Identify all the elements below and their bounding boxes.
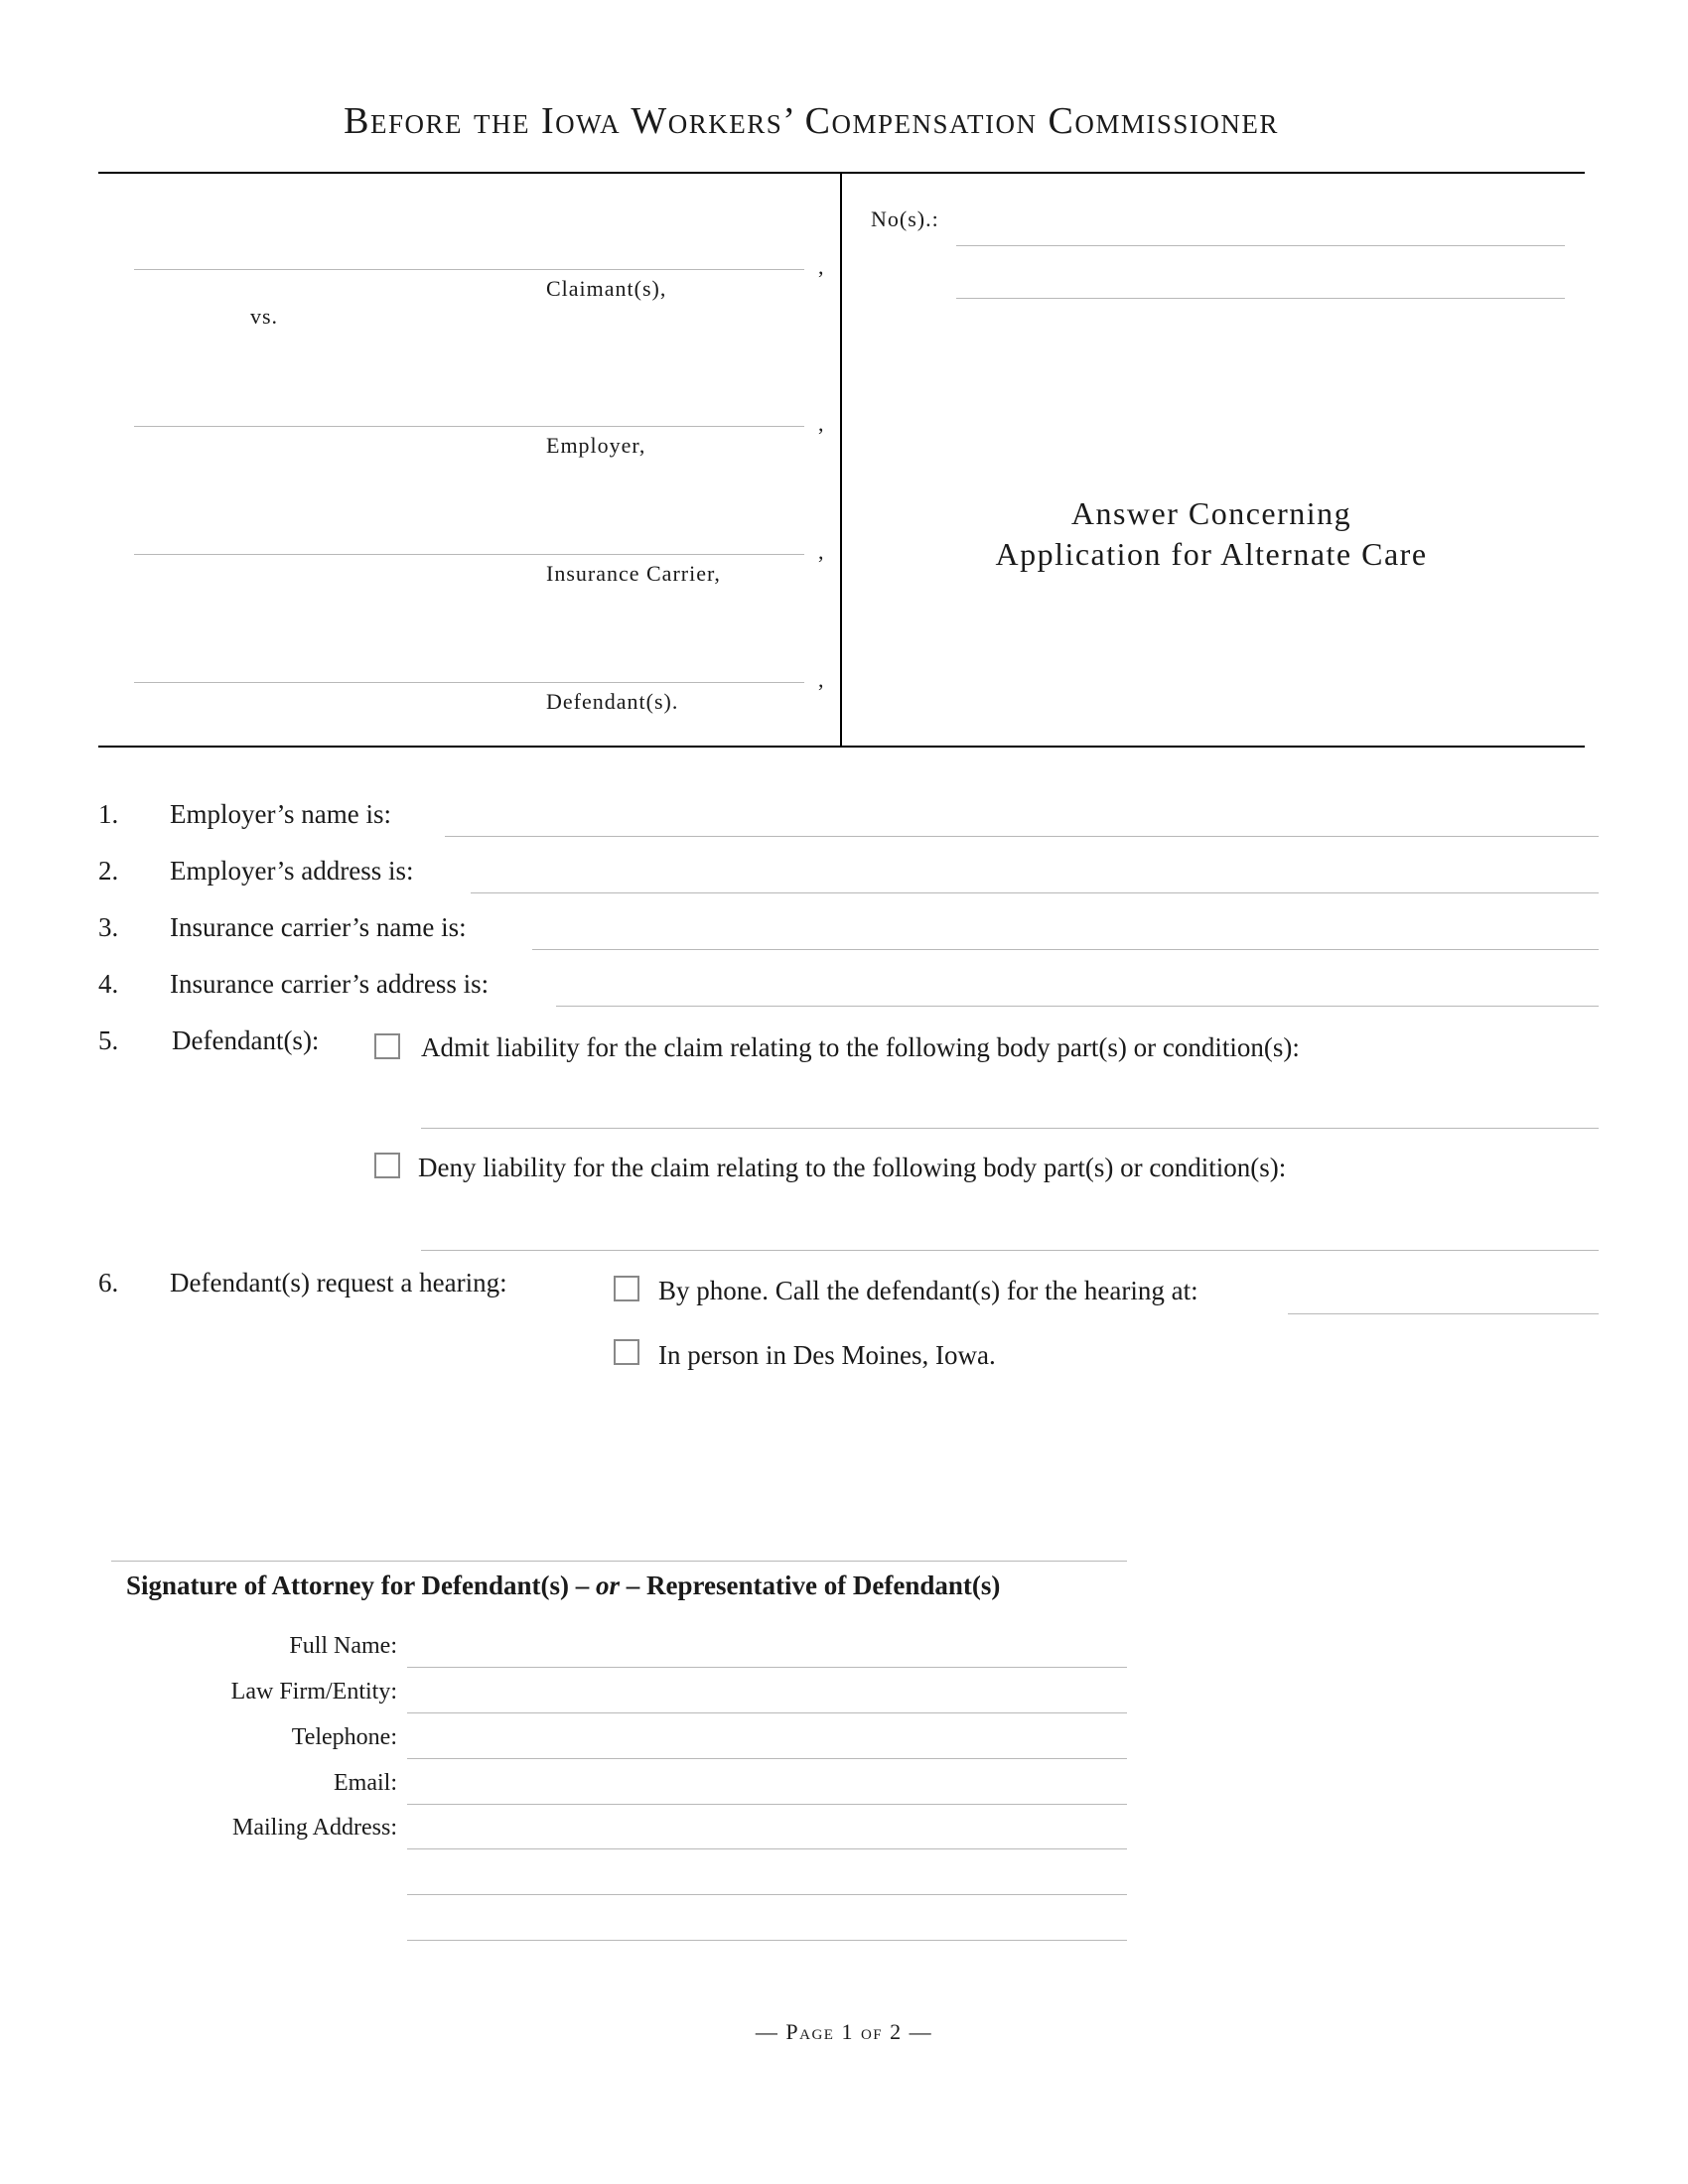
- hearing-phone-number-input[interactable]: [1288, 1313, 1599, 1314]
- mailing-address-input-3[interactable]: [407, 1940, 1127, 1941]
- admit-liability-label: Admit liability for the claim relating to the following body part(s) or condition(s):: [421, 1032, 1300, 1062]
- item-number: 1.: [98, 799, 119, 829]
- hearing-phone-label: By phone. Call the defendant(s) for the hearing at:: [658, 1276, 1198, 1305]
- carrier-name-field[interactable]: [134, 554, 804, 555]
- mailing-address-input-2[interactable]: [407, 1894, 1127, 1895]
- page-number: — Page 1 of 2 —: [755, 2019, 933, 2044]
- defendants-liability-label: Defendant(s):: [172, 1025, 320, 1055]
- telephone-label: Telephone:: [291, 1724, 397, 1750]
- carrier-label: Insurance Carrier,: [546, 561, 721, 586]
- law-firm-input[interactable]: [407, 1712, 1127, 1713]
- carrier-address-label: Insurance carrier’s address is:: [170, 969, 490, 999]
- comma: ,: [818, 254, 824, 279]
- comma: ,: [818, 539, 824, 564]
- signature-heading-or: or: [595, 1570, 620, 1600]
- mailing-address-label: Mailing Address:: [232, 1815, 397, 1841]
- item-number: 3.: [98, 912, 119, 942]
- vs-label: vs.: [250, 304, 279, 329]
- signature-heading: [126, 1570, 1000, 1601]
- hearing-phone-checkbox[interactable]: [614, 1276, 639, 1301]
- hearing-in-person-checkbox[interactable]: [614, 1339, 639, 1365]
- law-firm-label: Law Firm/Entity:: [230, 1679, 397, 1705]
- item-number: 4.: [98, 969, 119, 999]
- employer-name-label: Employer’s name is:: [170, 799, 391, 829]
- comma: ,: [818, 667, 824, 692]
- email-label: Email:: [334, 1770, 397, 1796]
- carrier-address-input[interactable]: [556, 1006, 1599, 1007]
- telephone-input[interactable]: [407, 1758, 1127, 1759]
- item-number: 2.: [98, 856, 119, 886]
- mailing-address-input[interactable]: [407, 1848, 1127, 1849]
- defendants-name-field[interactable]: [134, 682, 804, 683]
- document-title-line1: Answer Concerning: [1070, 495, 1352, 531]
- claimant-label: Claimant(s),: [546, 276, 667, 301]
- item-number: 6.: [98, 1268, 119, 1297]
- deny-liability-checkbox[interactable]: [374, 1153, 400, 1178]
- hearing-request-label: Defendant(s) request a hearing:: [170, 1268, 507, 1297]
- admit-body-parts-input[interactable]: [421, 1128, 1599, 1129]
- employer-name-field[interactable]: [134, 426, 804, 427]
- document-title: [854, 493, 1569, 575]
- full-name-input[interactable]: [407, 1667, 1127, 1668]
- signature-heading-part1: Signature of Attorney for Defendant(s) –: [126, 1570, 590, 1600]
- admit-liability-checkbox[interactable]: [374, 1033, 400, 1059]
- signature-line[interactable]: [111, 1561, 1127, 1562]
- carrier-name-input[interactable]: [532, 949, 1599, 950]
- case-number-field[interactable]: [956, 245, 1565, 246]
- case-number-field-2[interactable]: [956, 298, 1565, 299]
- caption-divider: [840, 172, 842, 748]
- deny-liability-label: Deny liability for the claim relating to the following body part(s) or condition(s):: [418, 1153, 1287, 1182]
- employer-address-input[interactable]: [471, 892, 1599, 893]
- claimant-name-field[interactable]: [134, 269, 804, 270]
- signature-heading-part2: – Representative of Defendant(s): [626, 1570, 1001, 1600]
- carrier-name-label: Insurance carrier’s name is:: [170, 912, 467, 942]
- full-name-label: Full Name:: [289, 1633, 397, 1659]
- page-title: Before the Iowa Workers’ Compensation Commissioner: [344, 100, 1279, 142]
- employer-label: Employer,: [546, 433, 646, 458]
- employer-name-input[interactable]: [445, 836, 1599, 837]
- email-input[interactable]: [407, 1804, 1127, 1805]
- deny-body-parts-input[interactable]: [421, 1250, 1599, 1251]
- employer-address-label: Employer’s address is:: [170, 856, 414, 886]
- hearing-in-person-label: In person in Des Moines, Iowa.: [658, 1340, 996, 1370]
- document-title-line2: Application for Alternate Care: [995, 536, 1428, 572]
- item-number: 5.: [98, 1025, 119, 1055]
- defendants-label: Defendant(s).: [546, 689, 679, 714]
- case-number-label: No(s).:: [871, 206, 939, 231]
- comma: ,: [818, 411, 824, 436]
